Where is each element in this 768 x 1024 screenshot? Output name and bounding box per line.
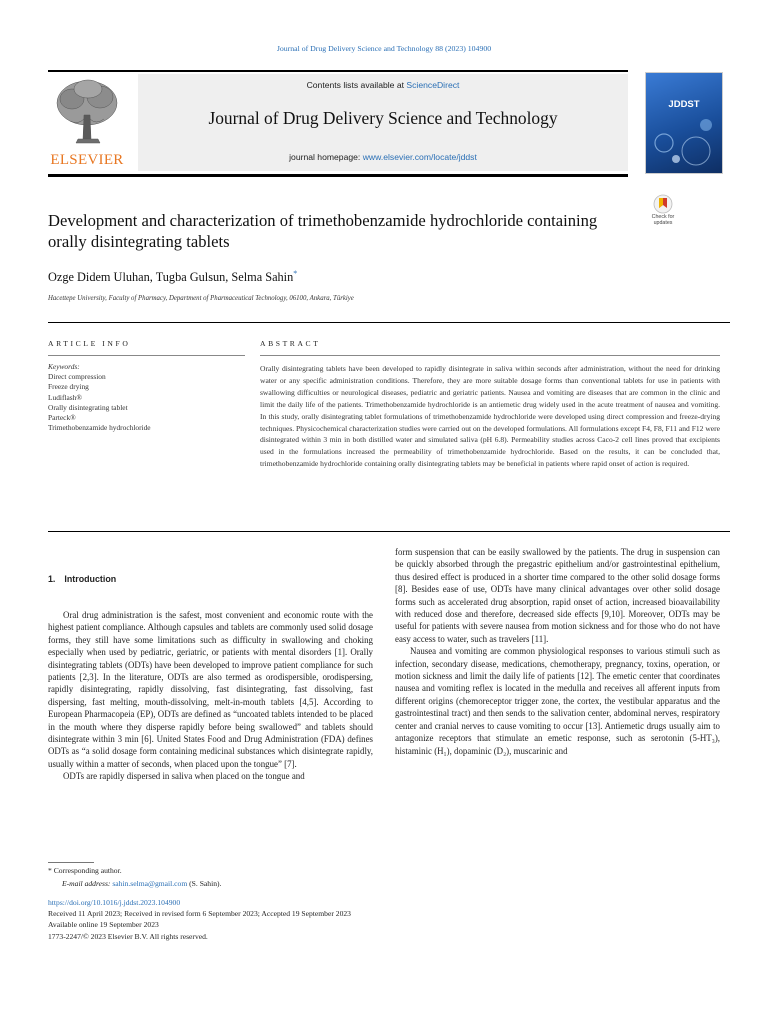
body-column-right (395, 546, 720, 757)
body-column-left (48, 609, 373, 783)
email-label: E-mail address: (62, 879, 113, 888)
keyword: Freeze drying (48, 382, 89, 392)
abstract-heading: ABSTRACT (260, 339, 321, 348)
body-paragraph: Nausea and vomiting are common physiological responses to various stimuli such as infection, secondary disease, medications, chemotherapy, pregnancy, toxins, operation, or motion sickness and limit the daily life of patients [12]. The emetic center that coordinates nausea and vomiting reflex is located in the medulla and receives all afferent inputs from different origins (chemoreceptor trigger zone, the cortex, the vestibular apparatus and the gastrointestinal tract) and then sends to the salivation center, abdominal nerves, respiratory center and cranial nerves to cause vomiting to occur [13]. Antiemetic drugs usually aim to antagonize receptors that stimulate an emetic response, such as serotonin (5-HT₃), histaminic (H₁), dopaminic (D₂), muscarinic and (395, 646, 720, 756)
author-names: Ozge Didem Uluhan, Tugba Gulsun, Selma Sahin (48, 270, 294, 285)
email-note (62, 879, 221, 888)
keywords-list (48, 372, 151, 434)
keyword: Direct compression (48, 372, 106, 381)
body-paragraph: Oral drug administration is the safest, most convenient and economic route with the highest patient compliance. Although capsules and tablets are commonly used solid dosage forms, they still have some limitations such as difficulty in swallowing and choking especially when used by pediatric, geriatric, or patients with mental disorders [1]. Orally disintegrating tablets (ODTs) have been developed to improve patient compliance for such patients [2,3]. In the literature, ODTs are also termed as orodispersible, orodispersing, rapidly disintegrating, rapidly dissolving, fast disintegrating, fast dissolving, fast dispersing, fast melting, mouth-dissolving, melt-in-mouth tablets [4,5]. According to European Pharmacopeia (EP), ODTs are defined as “uncoated tablets intended to be placed in the mouth where they disperse rapidly before being swallowed” and tablets should disintegrate within 3 min [6]. United States Food and Drug Administration (FDA) defines ODTs as “a solid dosage form containing medicinal substances which disintegrate rapidly, usually within a matter of seconds, when placed upon the tongue” [7]. (48, 610, 373, 769)
section-number: 1. (48, 574, 56, 584)
article-info-rule (48, 322, 730, 323)
email-link[interactable]: sahin.selma@gmail.com (112, 879, 188, 888)
contents-line (138, 80, 628, 90)
body-rule (48, 531, 730, 532)
author-list (48, 269, 297, 285)
keyword: Ludiflash® (48, 392, 82, 402)
section-heading-introduction (48, 574, 116, 584)
abstract-underline (260, 355, 720, 356)
received-dates: Received 11 April 2023; Received in revised form 6 September 2023; Accepted 19 September 2023 (48, 909, 351, 919)
abstract-text: Orally disintegrating tablets have been developed to rapidly disintegrate in saliva within seconds after administration, without the need for drinking water or any specific administration conditions. Therefore, they are more suitable dosage forms than conventional tablets for use in patients with swallowing difficulties or neurological diseases, pediatric and geriatric patients. Nausea and vomiting are diseases that are common in the clinic and limit the daily life of the patients. Trimethobenzamide hydrochloride is an antiemetic drug widely used in the acute treatment of nausea and vomiting. In this study, orally disintegrating tablet formulations of trimethobenzamide hydrochloride were developed using direct compression and freeze-drying techniques. Physicochemical characterization studies were carried out on the developed formulations. All formulations except F4, F8, F11 and F12 were disintegrated within 3 min in both distilled water and simulated saliva (pH 6.8). Permeability studies across Caco-2 cell lines proved that excipients used in the formulations increased the permeability of trimethobenzamide hydrochloride. Based on the results, it can be concluded that, trimethobenzamide hydrochloride containing orally disintegrating tablets may be beneficial in patients where rapid onset of action is required. (260, 364, 720, 469)
body-paragraph: ODTs are rapidly dispersed in saliva when placed on the tongue and (63, 771, 305, 782)
doi-link[interactable]: https://doi.org/10.1016/j.jddst.2023.104900 (48, 898, 181, 907)
elsevier-logo[interactable] (48, 75, 126, 171)
running-head[interactable]: Journal of Drug Delivery Science and Technology 88 (2023) 104900 (276, 44, 492, 53)
online-date: Available online 19 September 2023 (48, 920, 159, 930)
header-bottom-rule (48, 174, 628, 177)
crossmark-line-2: updates (653, 220, 673, 226)
email-suffix: (S. Sahin). (187, 879, 222, 888)
homepage-link[interactable]: www.elsevier.com/locate/jddst (362, 152, 477, 162)
contents-prefix: Contents lists available at (306, 80, 407, 90)
keyword: Parteck® (48, 413, 76, 423)
body-paragraph: form suspension that can be easily swallowed by the patients. The drug in suspension can be quickly absorbed through the pregastric epithelium and/or gastrointestinal epithelium, thus desired effect is produced in a shorter time compared to the other solid dosage forms [8]. Besides ease of use, ODTs have many clinical advantages over other solid dosage forms such as accelerated drug absorption, rapid onset of action, increased bioavailability with reduced dose and therefore, decreased side effects [9,10]. Moreover, ODTs may be useful for patients with severe nausea from motion sickness and for those who do not have easy access to water, such as travelers [11]. (395, 547, 720, 644)
crossmark-label (646, 214, 680, 226)
copyright: 1773-2247/© 2023 Elsevier B.V. All rights reserved. (48, 931, 208, 941)
tree-icon (48, 75, 126, 151)
cover-title: JDDST (668, 99, 700, 110)
journal-cover-thumbnail[interactable] (645, 72, 723, 174)
article-metadata (48, 897, 351, 942)
affiliation: Hacettepe University, Faculty of Pharmacy, Department of Pharmaceutical Technology, 06100, Ankara, Türkiye (48, 295, 354, 302)
footnote-rule (48, 862, 94, 863)
crossmark-icon (648, 194, 678, 214)
section-title: Introduction (64, 574, 117, 584)
article-title: Development and characterization of trimethobenzamide hydrochloride containing orally disintegrating tablets (48, 211, 598, 251)
keyword: Orally disintegrating tablet (48, 402, 128, 412)
journal-banner (138, 74, 628, 171)
keywords-label: Keywords: (48, 362, 80, 371)
homepage-prefix: journal homepage: (289, 152, 363, 162)
cover-pattern-icon (646, 73, 722, 173)
journal-title: Journal of Drug Delivery Science and Technology (208, 108, 558, 128)
header-top-rule (48, 70, 628, 72)
corresponding-author-note: * Corresponding author. (48, 866, 122, 875)
keyword: Trimethobenzamide hydrochloride (48, 423, 151, 433)
corresponding-author-mark[interactable]: * (293, 269, 298, 278)
article-info-heading: ARTICLE INFO (48, 339, 131, 348)
sciencedirect-link[interactable]: ScienceDirect (406, 80, 460, 90)
publisher-wordmark: ELSEVIER (50, 152, 124, 168)
crossmark-line-1: Check for (651, 214, 675, 220)
check-for-updates-badge[interactable] (648, 194, 678, 228)
article-info-underline (48, 355, 245, 356)
homepage-line (138, 152, 628, 162)
